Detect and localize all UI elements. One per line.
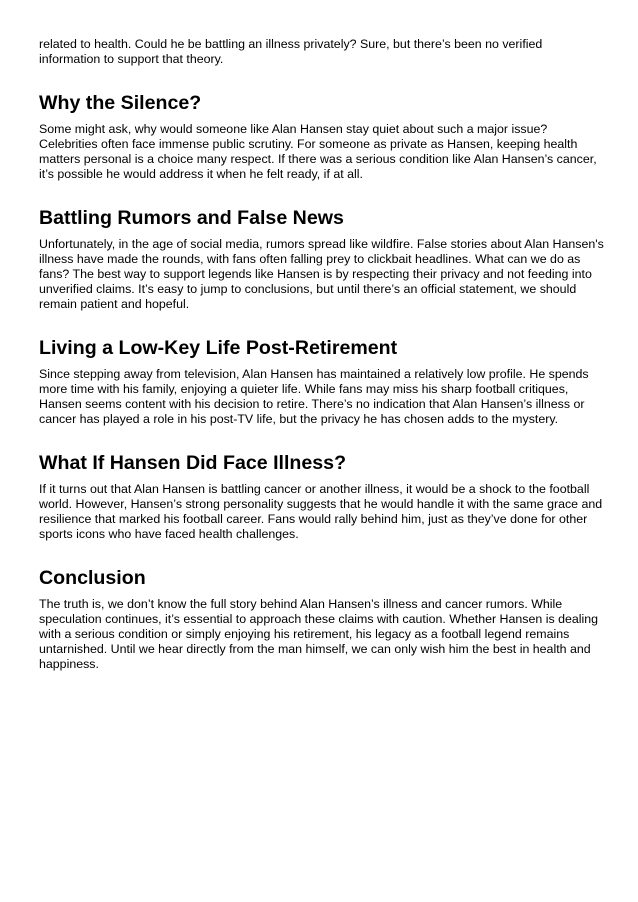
section-body: Unfortunately, in the age of social media, rumors spread like wildfire. False stories about Alan Hansen's illness have made the rounds, with fans often falling prey to clickbait headlines. What can we do as fans? The best way to support legends like Hansen is by respecting their privacy and not feeding into unverified claims. It’s easy to jump to conclusions, but until there’s an official statement, we should remain patient and hopeful. (39, 237, 604, 311)
section-heading: What If Hansen Did Face Illness? (39, 452, 347, 474)
section-why-the-silence (39, 91, 605, 182)
section-battling-rumors (39, 206, 605, 312)
section-heading: Conclusion (39, 567, 146, 589)
section-body: The truth is, we don’t know the full story behind Alan Hansen’s illness and cancer rumors. While speculation continues, it’s essential to approach these claims with caution. Whether Hansen is dealing with a serious condition or simply enjoying his retirement, his legacy as a football legend remains untarnished. Until we hear directly from the man himself, we can only wish him the best in health and happiness. (39, 597, 599, 671)
section-face-illness (39, 451, 605, 542)
section-body: If it turns out that Alan Hansen is battling cancer or another illness, it would be a shock to the football world. However, Hansen’s strong personality suggests that he would handle it with the same grace and resilience that marked his football career. Fans would rally behind him, just as they’ve done for other sports icons who have faced health challenges. (39, 482, 603, 541)
section-low-key-life (39, 336, 605, 427)
intro-paragraph: related to health. Could he be battling an illness privately? Sure, but there’s been no verified information to support that theory. (39, 37, 543, 66)
document-page (39, 37, 605, 696)
section-body: Some might ask, why would someone like Alan Hansen stay quiet about such a major issue? Celebrities often face immense public scrutiny. For someone as private as Hansen, keeping health matters personal is a choice many respect. If there was a serious condition like Alan Hansen’s cancer, it’s possible he would address it when he felt ready, if at all. (39, 122, 597, 181)
section-heading: Battling Rumors and False News (39, 207, 344, 229)
section-body: Since stepping away from television, Alan Hansen has maintained a relatively low profile. He spends more time with his family, enjoying a quieter life. While fans may miss his sharp football critiques, Hansen seems content with his decision to retire. There’s no indication that Alan Hansen’s illness or cancer has played a role in his post-TV life, but the privacy he has chosen adds to the mystery. (39, 367, 589, 426)
section-conclusion (39, 566, 605, 672)
section-heading: Why the Silence? (39, 92, 202, 114)
section-heading: Living a Low-Key Life Post-Retirement (39, 337, 398, 359)
